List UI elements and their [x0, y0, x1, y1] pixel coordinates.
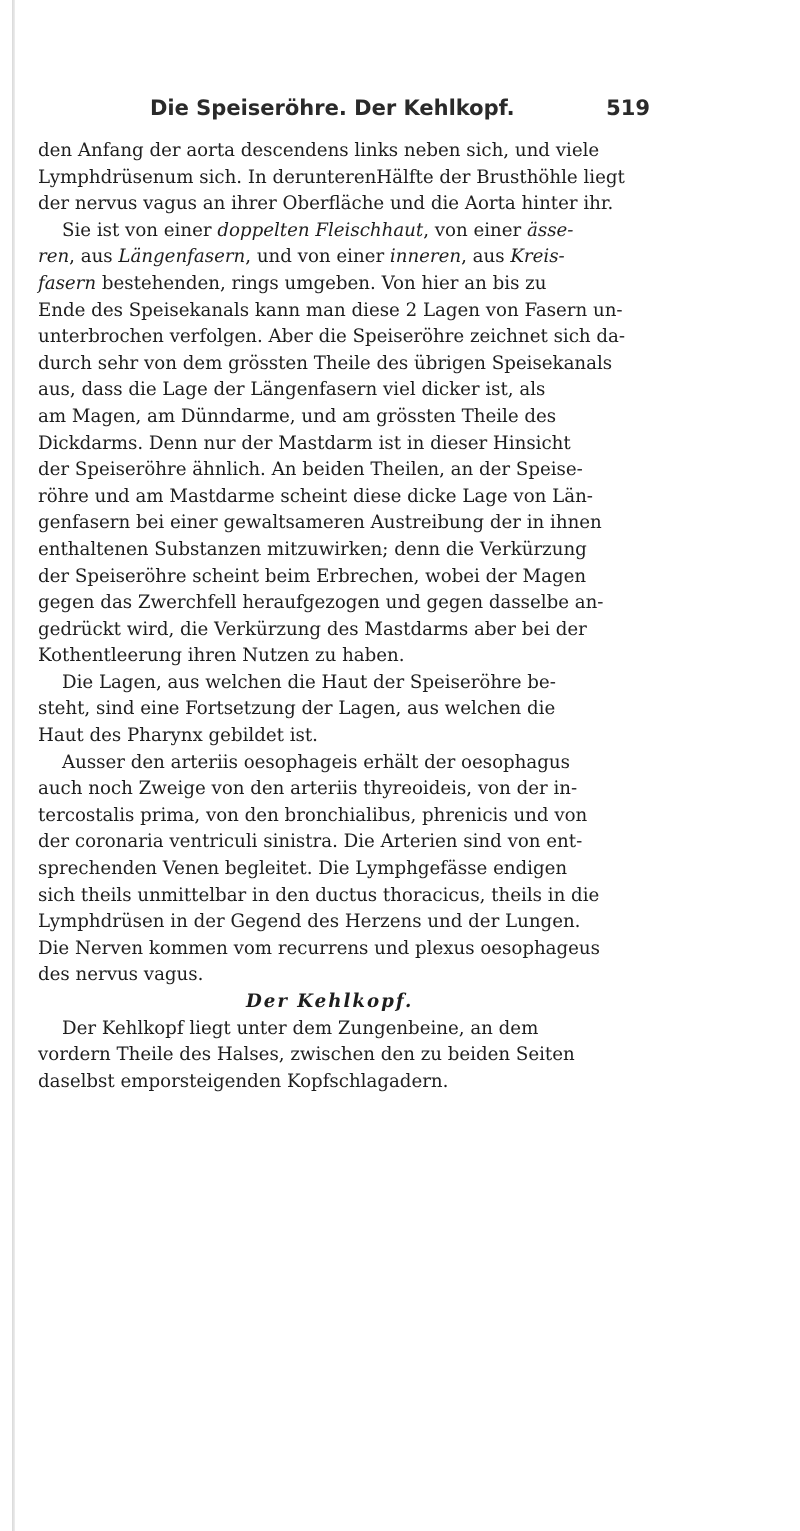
text-line: [38, 138, 738, 165]
text-segment: der coronaria ventriculi sinistra. Die Arterien sind von ent-: [38, 831, 583, 853]
text-segment: Ende des Speisekanals kann man diese 2 Lagen von Fasern un-: [38, 299, 623, 321]
header-title: Die Speiseröhre. Der Kehlkopf.: [150, 96, 515, 120]
text-line: [38, 377, 738, 404]
text-segment: , aus: [69, 246, 119, 268]
text-segment: Kothentleerung ihren Nutzen zu haben.: [38, 645, 405, 667]
running-header: [150, 96, 650, 120]
text-segment: Der Kehlkopf.: [246, 991, 414, 1012]
text-segment: Die Lagen, aus welchen die Haut der Speiseröhre be-: [62, 671, 556, 693]
text-segment: , und von einer: [245, 246, 390, 268]
text-line: [38, 431, 738, 458]
text-segment: Dickdarms. Denn nur der Mastdarm ist in dieser Hinsicht: [38, 432, 571, 454]
body-text: [38, 138, 738, 1095]
text-line: [38, 537, 738, 564]
text-line: [38, 856, 738, 883]
text-segment: enthaltenen Substanzen mitzuwirken; denn die Verkürzung: [38, 538, 587, 560]
text-segment: Lymphdrüsenum sich. In derunterenHälfte der Brusthöhle liegt: [38, 166, 625, 188]
text-line: [38, 750, 738, 777]
text-segment: gegen das Zwerchfell heraufgezogen und gegen dasselbe an-: [38, 592, 604, 614]
text-line: [38, 351, 738, 378]
text-segment: aus, dass die Lage der Längenfasern viel dicker ist, als: [38, 379, 546, 401]
text-line: [38, 1069, 738, 1096]
text-line: [38, 643, 738, 670]
italic-term: doppelten Fleischhaut: [217, 219, 424, 241]
italic-term: ren: [38, 246, 70, 268]
text-segment: Der Kehlkopf liegt unter dem Zungenbeine, an dem: [62, 1017, 539, 1039]
text-line: [38, 962, 738, 989]
text-line: [38, 1016, 738, 1043]
italic-term: ässe-: [527, 219, 574, 241]
text-segment: sich theils unmittelbar in den ductus thoracicus, theils in die: [38, 884, 600, 906]
italic-term: fasern: [38, 272, 97, 294]
text-line: [38, 564, 738, 591]
text-line: [38, 298, 738, 325]
text-segment: röhre und am Mastdarme scheint diese dicke Lage von Län-: [38, 485, 593, 507]
text-line: [38, 670, 738, 697]
text-segment: genfasern bei einer gewaltsameren Austreibung der in ihnen: [38, 512, 602, 534]
text-line: [38, 909, 738, 936]
text-segment: des nervus vagus.: [38, 964, 204, 986]
text-line: [38, 218, 738, 245]
text-line: [38, 165, 738, 192]
text-segment: unterbrochen verfolgen. Aber die Speiseröhre zeichnet sich da-: [38, 326, 626, 348]
italic-term: inneren: [389, 246, 462, 268]
text-segment: sprechenden Venen begleitet. Die Lymphgefässe endigen: [38, 858, 568, 880]
text-line: [38, 510, 738, 537]
text-segment: der Speiseröhre scheint beim Erbrechen, wobei der Magen: [38, 565, 587, 587]
text-segment: bestehenden, rings umgeben. Von hier an bis zu: [96, 272, 547, 294]
text-line: [38, 776, 738, 803]
text-line: [38, 244, 738, 271]
text-line: [38, 829, 738, 856]
text-line: [38, 883, 738, 910]
text-segment: der Speiseröhre ähnlich. An beiden Theilen, an der Speise-: [38, 459, 583, 481]
text-segment: tercostalis prima, von den bronchialibus, phrenicis und von: [38, 804, 588, 826]
text-segment: Ausser den arteriis oesophageis erhält der oesophagus: [62, 751, 570, 773]
text-line: [38, 404, 738, 431]
text-line: [38, 936, 738, 963]
text-segment: Haut des Pharynx gebildet ist.: [38, 725, 318, 747]
text-line: [38, 1042, 738, 1069]
text-segment: den Anfang der aorta descendens links neben sich, und viele: [38, 140, 600, 161]
text-line: [38, 617, 738, 644]
italic-term: Kreis-: [510, 246, 565, 268]
section-heading: [38, 989, 738, 1016]
text-segment: Lymphdrüsen in der Gegend des Herzens und der Lungen.: [38, 911, 581, 933]
text-line: [38, 324, 738, 351]
text-segment: , aus: [461, 246, 511, 268]
text-line: [38, 191, 738, 218]
text-segment: durch sehr von dem grössten Theile des übrigen Speisekanals: [38, 352, 613, 374]
text-segment: vordern Theile des Halses, zwischen den zu beiden Seiten: [38, 1044, 575, 1066]
text-line: [38, 484, 738, 511]
text-line: [38, 696, 738, 723]
page-number: 519: [606, 96, 650, 120]
text-line: [38, 271, 738, 298]
text-line: [38, 457, 738, 484]
text-segment: , von einer: [423, 219, 528, 241]
text-segment: Sie ist von einer: [62, 219, 218, 241]
text-line: [38, 723, 738, 750]
text-line: [38, 803, 738, 830]
text-segment: Die Nerven kommen vom recurrens und plexus oesophageus: [38, 937, 600, 959]
text-segment: daselbst emporsteigenden Kopfschlagadern.: [38, 1070, 449, 1092]
italic-term: Längenfasern: [118, 246, 246, 268]
page-edge-shadow: [12, 0, 15, 1531]
text-segment: der nervus vagus an ihrer Oberfläche und die Aorta hinter ihr.: [38, 193, 614, 215]
text-segment: am Magen, am Dünndarme, und am grössten Theile des: [38, 405, 557, 427]
text-segment: gedrückt wird, die Verkürzung des Mastdarms aber bei der: [38, 618, 587, 640]
text-line: [38, 590, 738, 617]
text-segment: auch noch Zweige von den arteriis thyreoideis, von der in-: [38, 778, 578, 800]
text-segment: steht, sind eine Fortsetzung der Lagen, aus welchen die: [38, 698, 556, 720]
